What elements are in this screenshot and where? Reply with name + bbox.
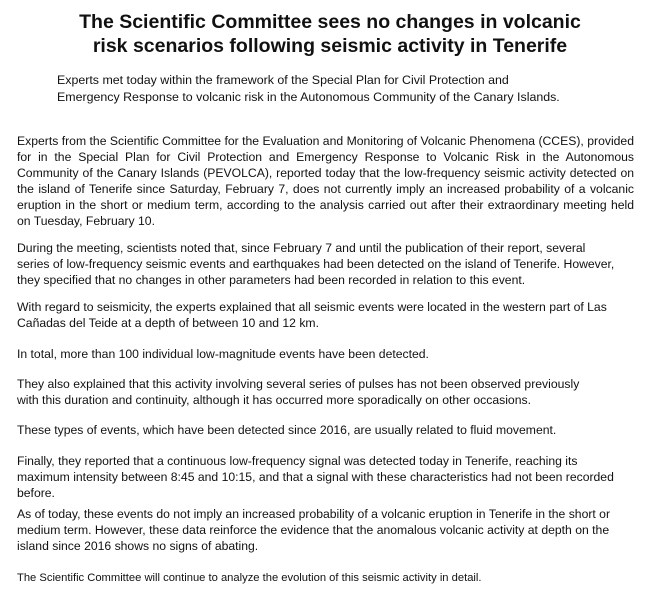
text-line: before. — [17, 486, 55, 500]
paragraph-conclusion — [17, 506, 610, 554]
article-title — [14, 10, 646, 58]
subtitle-line: Emergency Response to volcanic risk in the Autonomous Community of the Canary Islands. — [57, 90, 560, 104]
paragraph-meeting — [17, 240, 614, 288]
paragraph-event-count: In total, more than 100 individual low-magnitude events have been detected. — [17, 347, 429, 361]
text-line: During the meeting, scientists noted that, since February 7 and until the publication of their report, several — [17, 241, 586, 255]
subtitle-line: Experts met today within the framework of the Special Plan for Civil Protection and — [57, 73, 509, 87]
text-line: With regard to seismicity, the experts explained that all seismic events were located in the western part of Las — [17, 300, 607, 314]
text-line: island since 2016 shows no signs of abating. — [17, 539, 259, 553]
paragraph-signal — [17, 453, 614, 501]
paragraph-pulses — [17, 376, 579, 408]
text-line: they specified that no changes in other parameters had been recorded in relation to this event. — [17, 273, 526, 287]
text-line: medium term. However, these data reinforce the evidence that the anomalous volcanic activity at depth on the — [17, 523, 610, 537]
article-subtitle — [57, 72, 617, 106]
text-line: maximum intensity between 8:45 and 10:15, and that a signal with these characteristics had not been recorded — [17, 470, 614, 484]
paragraph-fluid: These types of events, which have been detected since 2016, are usually related to fluid movement. — [17, 423, 557, 437]
paragraph-seismicity — [17, 299, 607, 331]
text-line: Finally, they reported that a continuous low-frequency signal was detected today in Tenerife, reaching its — [17, 454, 578, 468]
title-line: The Scientific Committee sees no changes in volcanic — [79, 11, 581, 33]
text-line: As of today, these events do not imply an increased probability of a volcanic eruption in Tenerife in the short or — [17, 507, 611, 521]
text-line: series of low-frequency seismic events and earthquakes had been detected on the island of Tenerife. However, — [17, 257, 615, 271]
title-line: risk scenarios following seismic activity in Tenerife — [92, 35, 568, 57]
text-line: Cañadas del Teide at a depth of between 10 and 12 km. — [17, 316, 319, 330]
paragraph-intro: Experts from the Scientific Committee for the Evaluation and Monitoring of Volcanic Phenomena (CCES), provided for in the Special Plan for Civil Protection and Emergency Response to Volcanic Risk in the Autonomous Community of the Canary Islands (PEVOLCA), reported today that the low-frequency seismic activity detected on the island of Tenerife since Saturday, February 7, does not currently imply an increased probability of a volcanic eruption in the short or medium term, according to the analysis carried out after their extraordinary meeting held on Tuesday, February 10. — [17, 134, 634, 228]
text-line: with this duration and continuity, although it has occurred more sporadically on other occasions. — [17, 393, 531, 407]
closing-note: The Scientific Committee will continue to analyze the evolution of this seismic activity in detail. — [17, 572, 482, 584]
text-line: They also explained that this activity involving several series of pulses has not been observed previously — [17, 377, 580, 391]
